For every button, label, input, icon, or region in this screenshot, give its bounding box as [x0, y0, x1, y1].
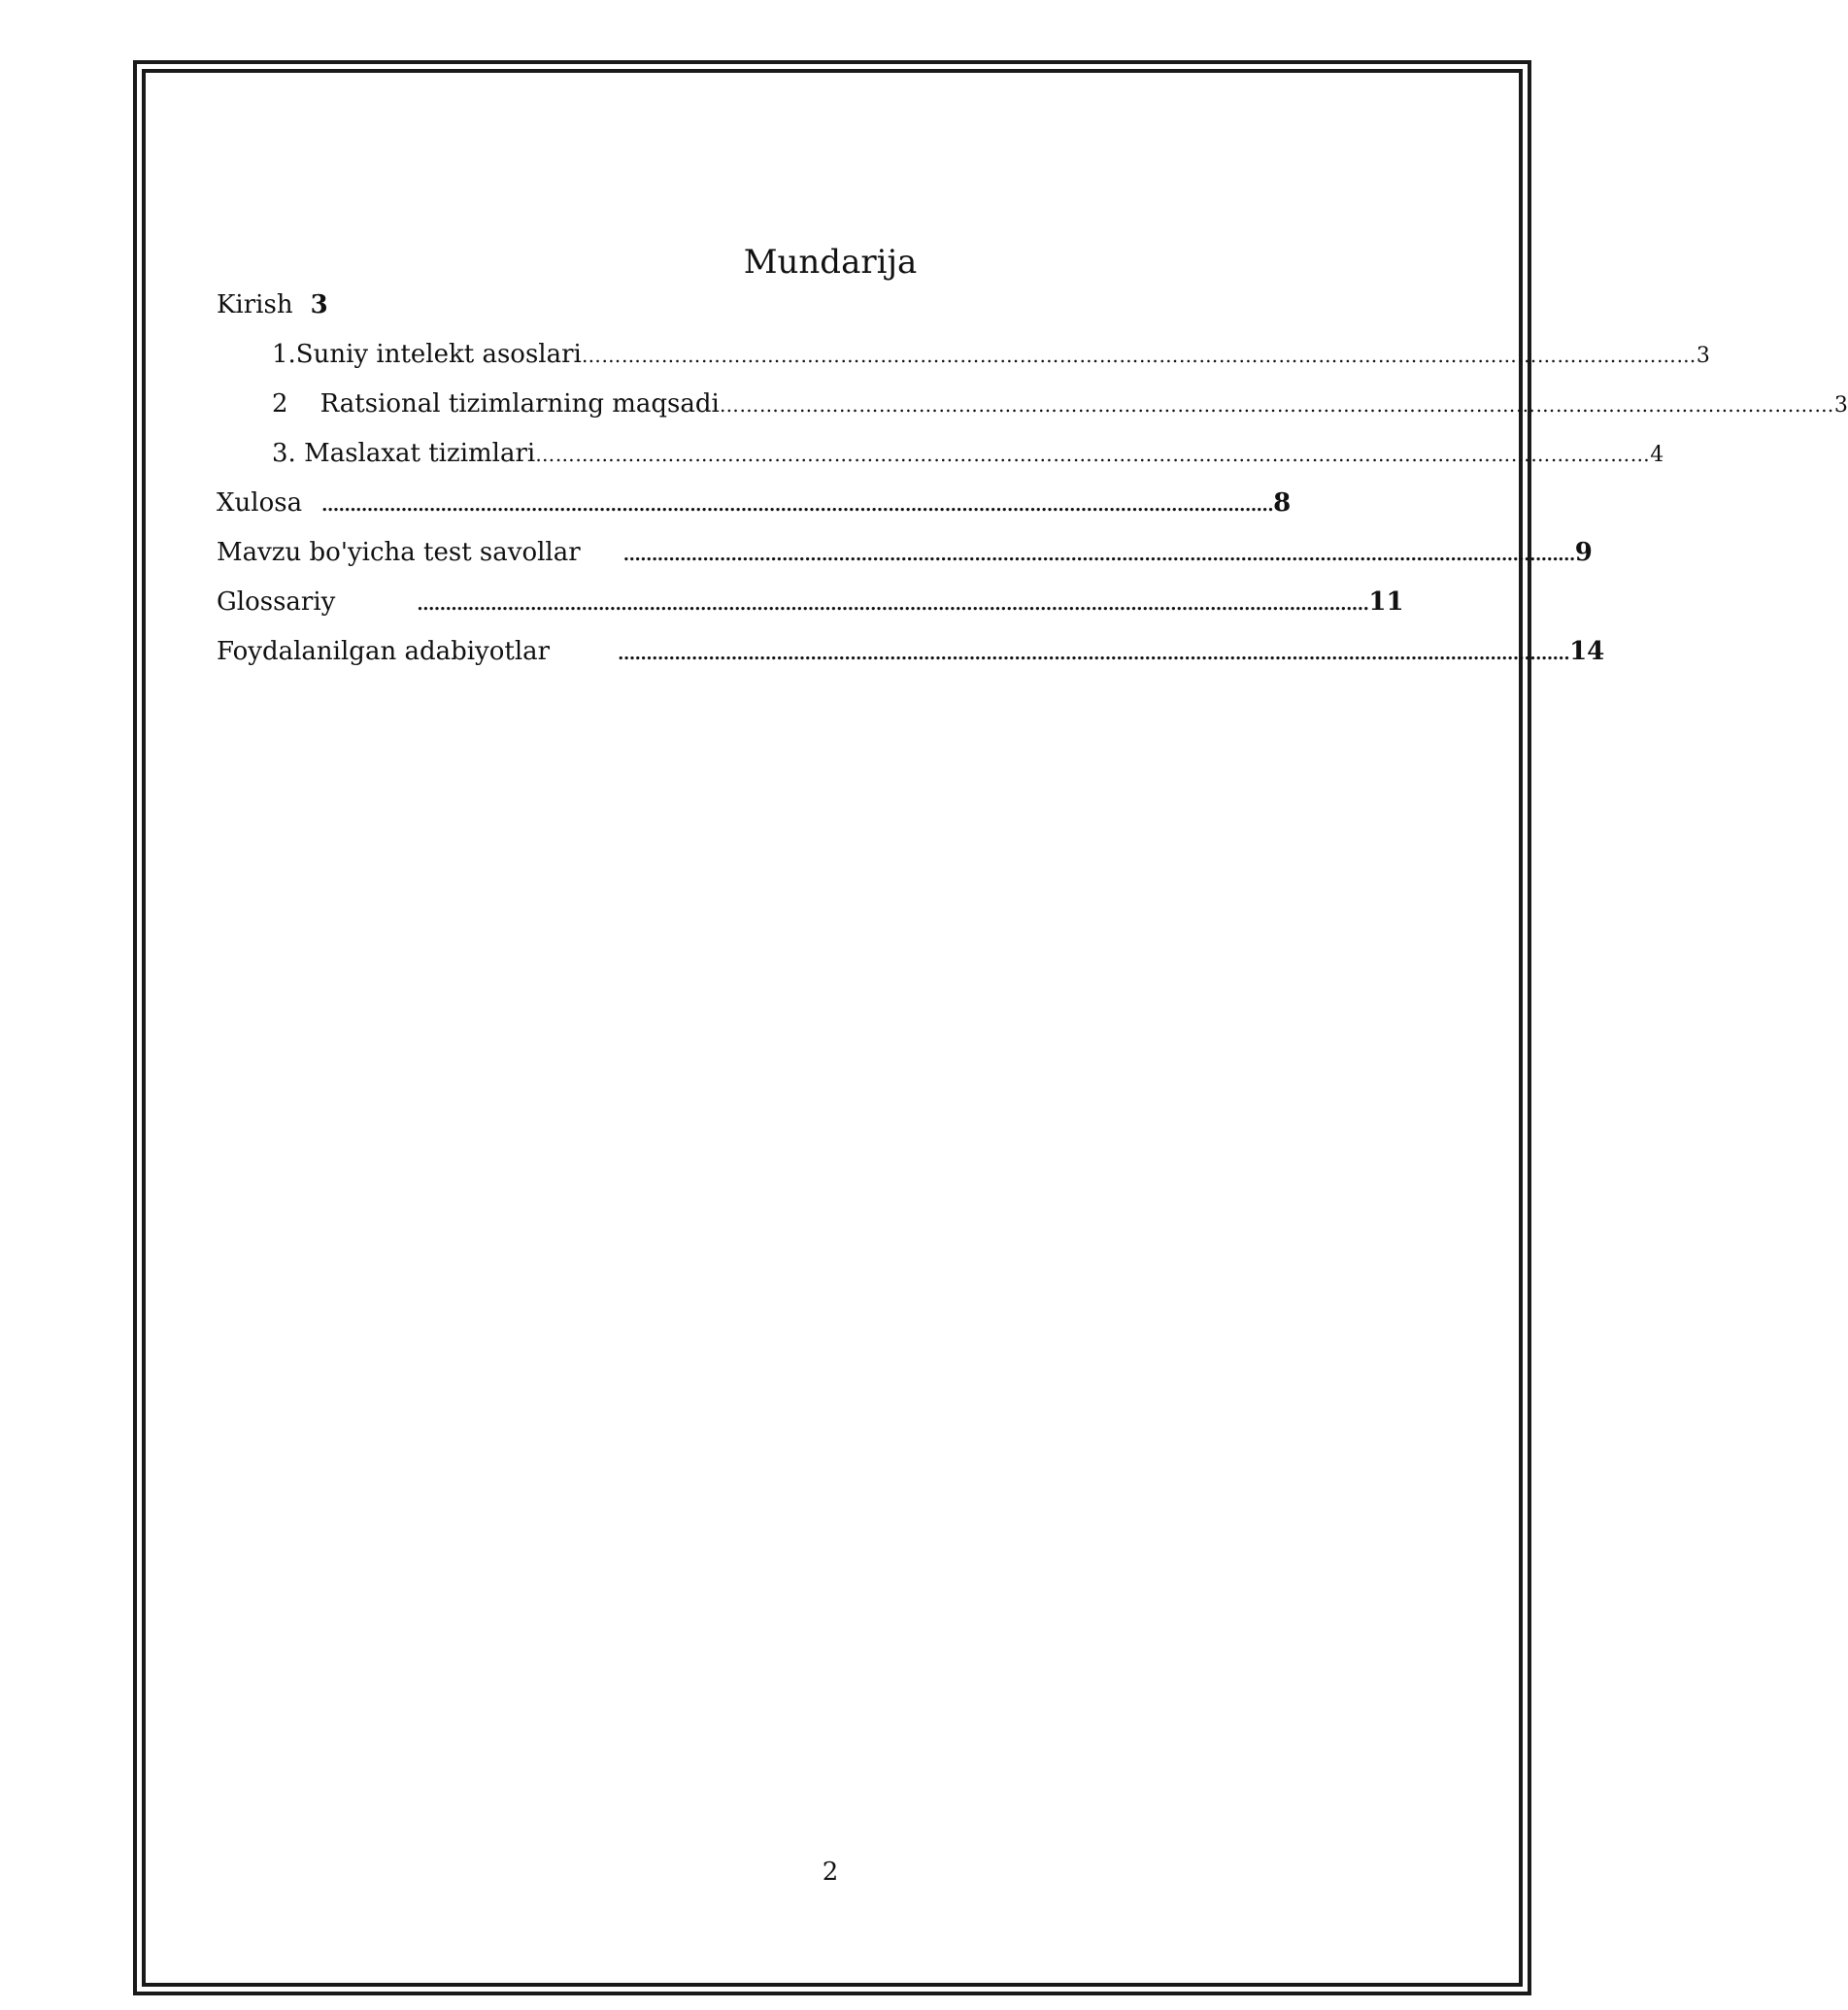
dot-leader: …………………………………………………………………………………………………………………………………………………… — [321, 495, 1274, 516]
toc-entry-page-number: 3 — [310, 290, 328, 319]
dot-leader: …………………………………………………………………………………………………………………………………………………… — [622, 545, 1575, 565]
toc-entry-section-1[interactable] — [272, 335, 1710, 376]
toc-entry-kirish[interactable] — [217, 285, 328, 324]
dot-leader: …………………………………………………………………………………………………………………………………………………… — [535, 443, 1651, 466]
toc-entry-glossariy[interactable] — [217, 583, 1404, 624]
toc-entry-xulosa[interactable] — [217, 484, 1292, 525]
toc-entry-page-number: 9 — [1574, 538, 1593, 567]
dot-leader: …………………………………………………………………………………………………………………………………………………… — [581, 344, 1697, 367]
toc-entry-page-number: 3 — [1833, 393, 1848, 418]
toc-entry-test-savollar[interactable] — [217, 533, 1593, 575]
page-number: 2 — [822, 1858, 839, 1887]
toc-entry-label: 1.Suniy intelekt asoslari — [272, 340, 582, 369]
toc-entry-page-number: 11 — [1368, 587, 1404, 617]
toc-entry-label: 2 Ratsional tizimlarning maqsadi — [272, 389, 720, 419]
toc-entry-page-number: 14 — [1569, 637, 1605, 666]
toc-entry-section-3[interactable] — [272, 434, 1664, 475]
toc-entry-label: Xulosa — [217, 488, 303, 518]
dot-leader: …………………………………………………………………………………………………………………………………………………… — [719, 393, 1834, 417]
document-title: Mundarija — [743, 243, 918, 282]
dot-leader: …………………………………………………………………………………………………………………………………………………… — [618, 644, 1570, 664]
toc-entry-adabiyotlar[interactable] — [217, 632, 1605, 674]
toc-entry-label: Glossariy — [217, 587, 336, 617]
toc-entry-label: Kirish — [217, 290, 293, 319]
toc-entry-page-number: 8 — [1273, 488, 1292, 518]
toc-entry-label: 3. Maslaxat tizimlari — [272, 439, 536, 468]
toc-entry-page-number: 4 — [1650, 443, 1664, 467]
toc-entry-section-2[interactable] — [272, 385, 1848, 425]
toc-entry-label: Mavzu bo'yicha test savollar — [217, 538, 581, 567]
toc-entry-page-number: 3 — [1696, 344, 1710, 368]
toc-entry-label: Foydalanilgan adabiyotlar — [217, 637, 551, 666]
dot-leader: …………………………………………………………………………………………………………………………………………………… — [417, 594, 1369, 615]
